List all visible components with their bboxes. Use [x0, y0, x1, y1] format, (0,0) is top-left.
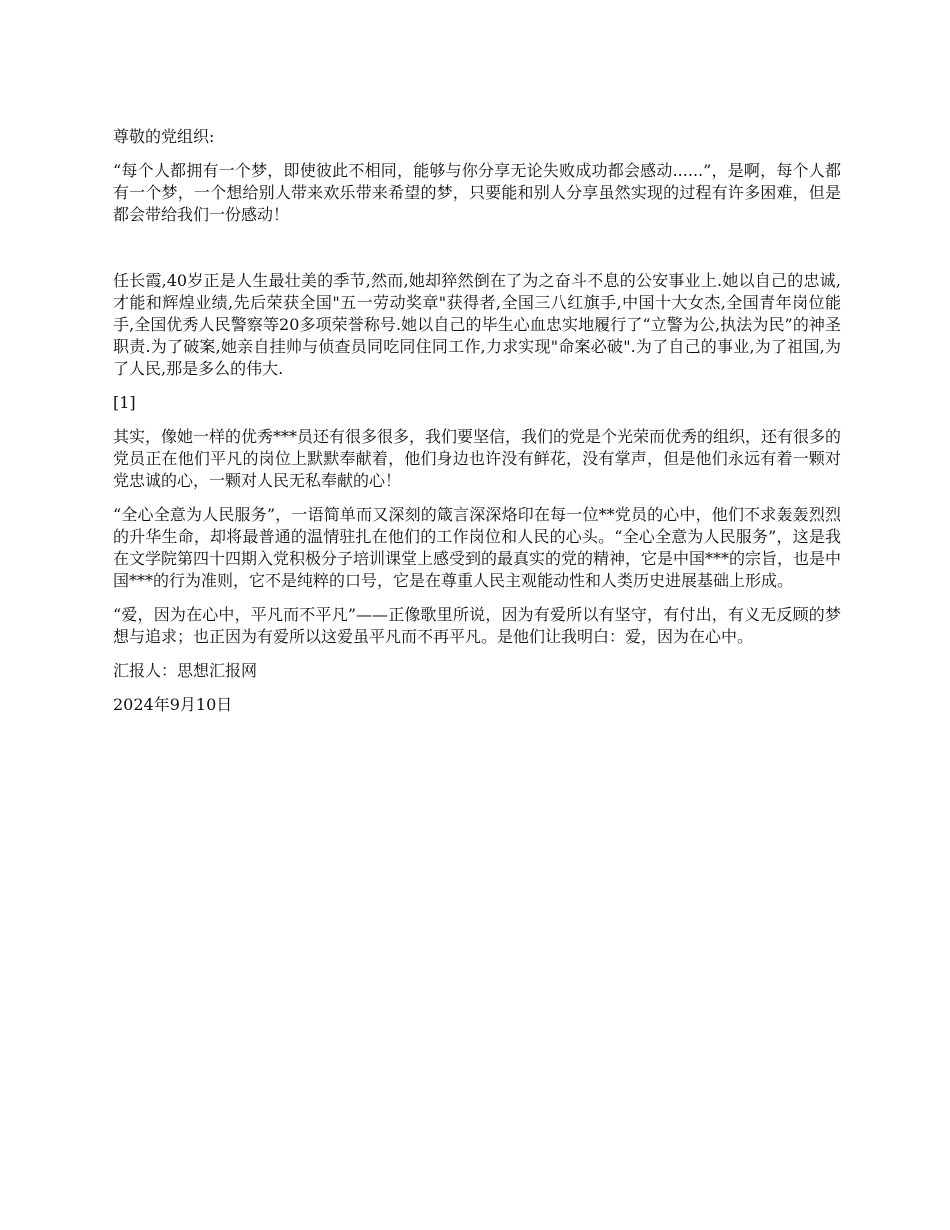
- reporter-signature: 汇报人：思想汇报网: [113, 661, 258, 680]
- paragraph-love: “爱，因为在心中，平凡而不平凡”——正像歌里所说，因为有爱所以有坚守，有付出，有义无反顾的梦想与追求；也正因为有爱所以这爱虽平凡而不再平凡。是他们让我明白：爱，因为在心中。: [113, 605, 841, 646]
- paragraph-intro: “每个人都拥有一个梦，即使彼此不相同，能够与你分享无论失败成功都会感动......”，是啊，每个人都有一个梦，一个想给别人带来欢乐带来希望的梦，只要能和别人分享虽然实现的过程有许多困难，但是都会带给我们一份感动！: [113, 161, 841, 224]
- paragraph-outstanding-members: 其实，像她一样的优秀***员还有很多很多，我们要坚信，我们的党是个光荣而优秀的组织，还有很多的党员正在他们平凡的岗位上默默奉献着，他们身边也许没有鲜花，没有掌声，但是他们永远有着一颗对党忠诚的心，一颗对人民无私奉献的心！: [113, 427, 842, 490]
- document-body: [113, 126, 841, 728]
- footnote-marker: [1]: [113, 393, 136, 412]
- paragraph-ren-changxia: 任长霞,40岁正是人生最壮美的季节,然而,她却猝然倒在了为之奋斗不息的公安事业上.她以自己的忠诚,才能和辉煌业绩,先后荣获全国"五一劳动奖章"获得者,全国三八红旗手,中国十大女杰,全国青年岗位能手,全国优秀人民警察等20多项荣誉称号.她以自己的毕生心血忠实地履行了“立警为公,执法为民”的神圣职责.为了破案,她亲自挂帅与侦查员同吃同住同工作,力求实现"命案必破".为了自己的事业,为了祖国,为了人民,那是多么的伟大.: [113, 271, 841, 378]
- salutation: 尊敬的党组织:: [113, 127, 215, 146]
- paragraph-serve-the-people: “全心全意为人民服务”，一语简单而又深刻的箴言深深烙印在每一位**党员的心中，他们不求轰轰烈烈的升华生命，却将最普通的温情驻扎在他们的工作岗位和人民的心头。“全心全意为人民服务”，这是我在文学院第四十四期入党积极分子培训课堂上感受到的最真实的党的精神，它是中国***的宗旨，也是中国***的行为准则，它不是纯粹的口号，它是在尊重人民主观能动性和人类历史进展基础上形成。: [113, 505, 842, 590]
- blank-space: [113, 238, 841, 270]
- report-date: 2024年9月10日: [113, 695, 233, 714]
